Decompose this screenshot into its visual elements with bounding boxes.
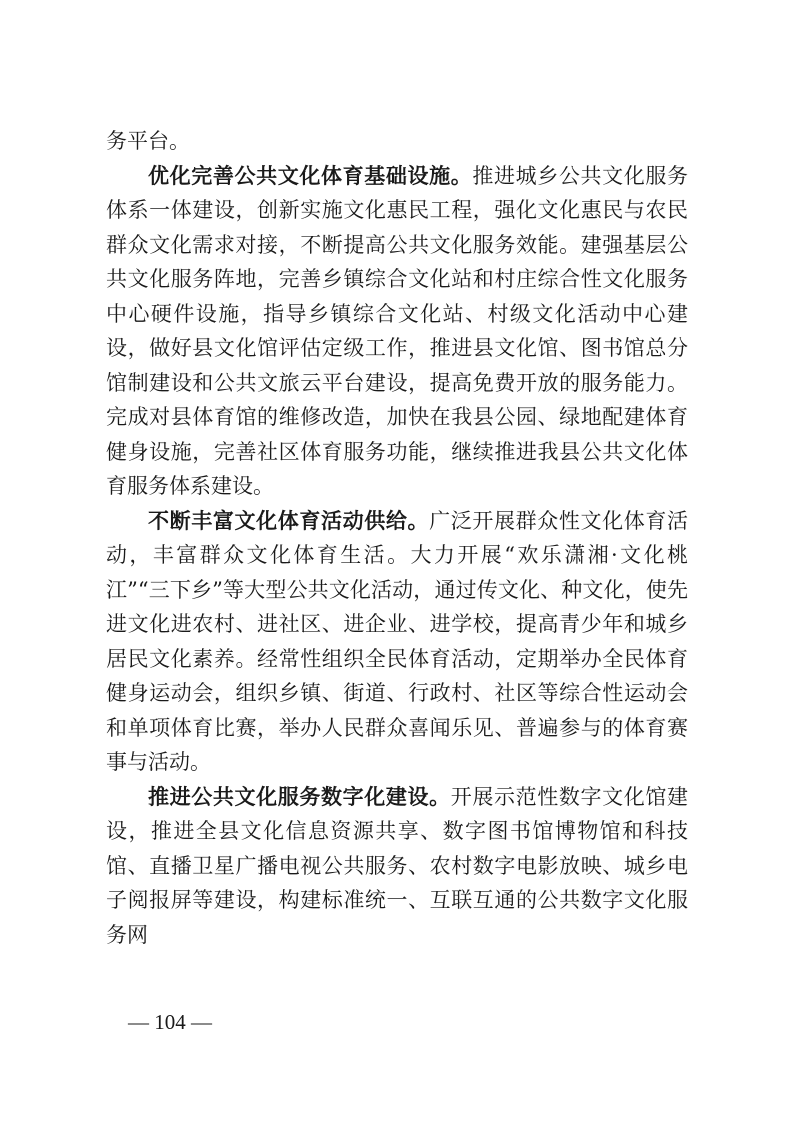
- paragraph-text: 广泛开展群众性文化体育活动，丰富群众文化体育生活。大力开展“欢乐潇湘·文化桃江”“三下乡”等大型公共文化活动，通过传文化、种文化，使先进文化进农村、进社区、进企业、进学校，提高青少年和城乡居民文化素养。经常性组织全民体育活动，定期举办全民体育健身运动会，组织乡镇、街道、行政村、社区等综合性运动会和单项体育比赛，举办人民群众喜闻乐见、普遍参与的体育赛事与活动。: [106, 508, 688, 774]
- paragraph-activities: [106, 504, 688, 780]
- paragraph-infrastructure: [106, 159, 688, 504]
- paragraph-heading: 不断丰富文化体育活动供给。: [148, 508, 430, 533]
- page-number: — 104 —: [128, 1010, 212, 1034]
- paragraph-continuation: [106, 124, 688, 159]
- paragraph-heading: 推进公共文化服务数字化建设。: [148, 784, 451, 809]
- document-body: [106, 124, 688, 952]
- paragraph-heading: 优化完善公共文化体育基础设施。: [148, 163, 473, 188]
- paragraph-text: 推进城乡公共文化服务体系一体建设，创新实施文化惠民工程，强化文化惠民与农民群众文化需求对接，不断提高公共文化服务效能。建强基层公共文化服务阵地，完善乡镇综合文化站和村庄综合性文化服务中心硬件设施，指导乡镇综合文化站、村级文化活动中心建设，做好县文化馆评估定级工作，推进县文化馆、图书馆总分馆制建设和公共文旅云平台建设，提高免费开放的服务能力。完成对县体育馆的维修改造，加快在我县公园、绿地配建体育健身设施，完善社区体育服务功能，继续推进我县公共文化体育服务体系建设。: [106, 163, 688, 498]
- paragraph-text: 开展示范性数字文化馆建设，推进全县文化信息资源共享、数字图书馆博物馆和科技馆、直播卫星广播电视公共服务、农村数字电影放映、城乡电子阅报屏等建设，构建标准统一、互联互通的公共数字文化服务网: [106, 784, 688, 947]
- paragraph-text: 务平台。: [106, 129, 190, 153]
- paragraph-digitalization: [106, 780, 688, 953]
